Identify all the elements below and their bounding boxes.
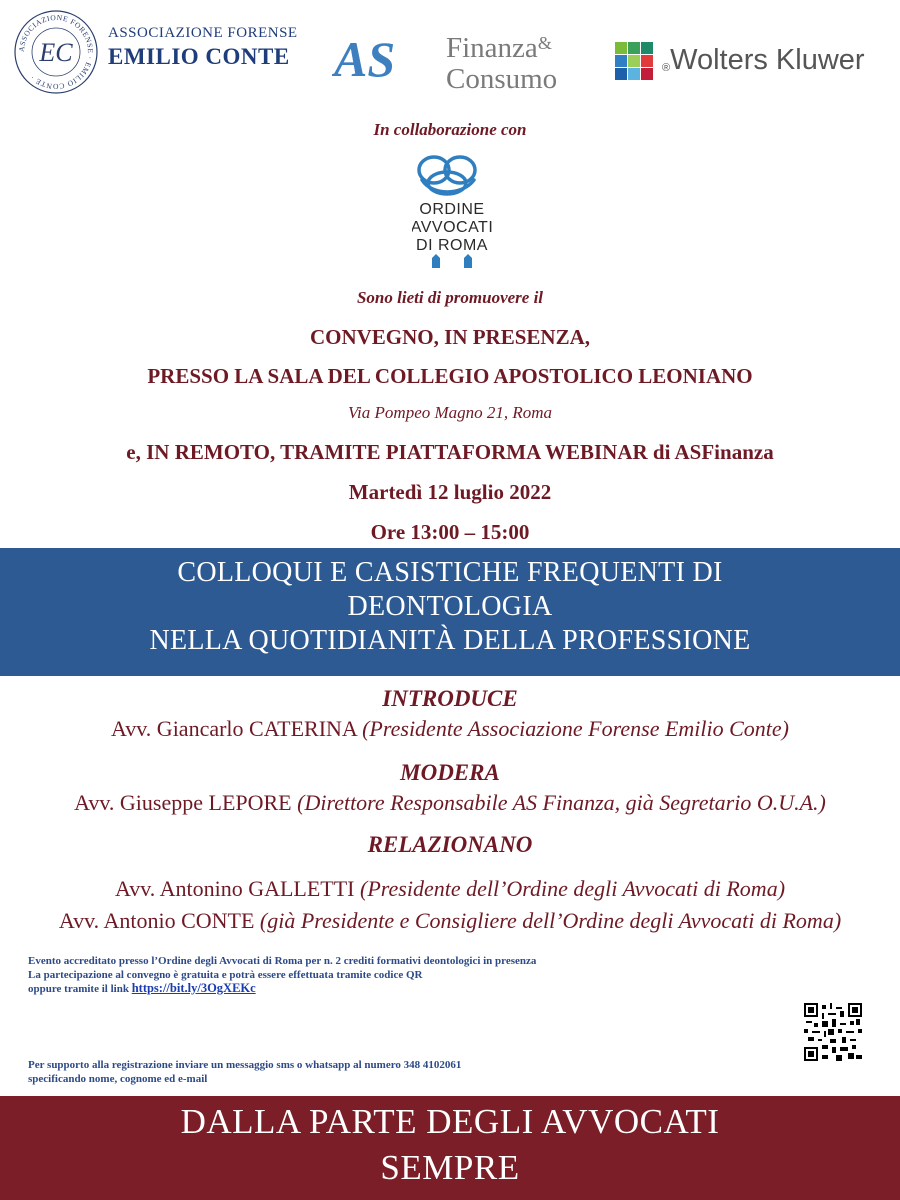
introduce-heading: INTRODUCE: [382, 686, 518, 711]
event-line1: CONVEGNO, IN PRESENZA,: [309, 325, 591, 349]
notes-link-prefix: oppure tramite il link: [28, 983, 129, 995]
asfinanza-logo: [332, 28, 432, 88]
introduce-speaker: [0, 716, 900, 742]
speaker-role: (Presidente Associazione Forense Emilio Conte): [362, 716, 789, 741]
title-band: [0, 548, 900, 676]
support-line2: specificando nome, cognome ed e-mail: [28, 1072, 208, 1085]
title-line1: COLLOQUI E CASISTICHE FREQUENTI DI: [177, 557, 723, 588]
event-line2: PRESSO LA SALA DEL COLLEGIO APOSTOLICO LEONIANO: [147, 364, 753, 388]
aec-line1: ASSOCIAZIONE FORENSE: [108, 25, 298, 41]
footer-line2: SEMPRE: [380, 1148, 520, 1187]
modera-speaker: [0, 790, 900, 816]
support-line1: Per supporto alla registrazione inviare un messaggio sms o whatsapp al numero 348 4102061: [28, 1059, 462, 1071]
speaker-name: Avv. Antonio CONTE: [58, 908, 255, 933]
registration-link[interactable]: https://bit.ly/3OgXEKc: [131, 981, 256, 995]
relazionano-speaker-2: [0, 908, 900, 934]
finanza-word: Finanza: [446, 32, 538, 64]
notes-line3: [28, 982, 536, 997]
collab-label: In collaborazione con: [373, 120, 527, 139]
accreditation-notes: [28, 955, 536, 997]
speaker-role: (già Presidente e Consigliere dell’Ordine degli Avvocati di Roma): [259, 908, 842, 933]
oar-line2: AVVOCATI: [412, 219, 492, 236]
aec-wordmark: [108, 26, 298, 68]
event-address: Via Pompeo Magno 21, Roma: [347, 403, 553, 422]
speaker-role: (Direttore Responsabile AS Finanza, già Segretario O.U.A.): [297, 790, 826, 815]
relazionano-heading: RELAZIONANO: [367, 832, 533, 857]
asfinanza-wordmark: [446, 28, 557, 95]
modera-heading: MODERA: [400, 760, 500, 785]
event-remote: e, IN REMOTO, TRAMITE PIATTAFORMA WEBINAR di ASFinanza: [126, 440, 774, 464]
wolters-kluwer-icon: [615, 42, 653, 80]
speaker-name: Avv. Giuseppe LEPORE: [74, 790, 292, 815]
amp-glyph: &: [537, 33, 552, 53]
consumo-word: Consumo: [446, 63, 558, 95]
speaker-name: Avv. Antonino GALLETTI: [114, 876, 355, 901]
footer-band: [0, 1096, 900, 1200]
wolters-kluwer-wordmark: [662, 44, 865, 77]
aec-seal-logo: [14, 10, 98, 94]
wk-name: Wolters Kluwer: [670, 44, 865, 76]
speaker-role: (Presidente dell’Ordine degli Avvocati di Roma): [360, 876, 786, 901]
as-letters: AS: [334, 31, 396, 87]
event-time: Ore 13:00 – 15:00: [370, 520, 530, 544]
event-date: Martedì 12 luglio 2022: [348, 480, 552, 504]
speaker-name: Avv. Giancarlo CATERINA: [110, 716, 357, 741]
title-line2: DEONTOLOGIA: [347, 591, 553, 622]
relazionano-speaker-1: [0, 876, 900, 902]
wk-registered: ®: [662, 62, 671, 74]
seal-monogram: EC: [39, 38, 73, 67]
ordine-avvocati-roma-logo: [412, 150, 492, 272]
oar-line3: DI ROMA: [416, 237, 488, 254]
aec-line2: EMILIO CONTE: [108, 44, 290, 69]
oar-line1: ORDINE: [419, 201, 485, 218]
promo-label: Sono lieti di promuovere il: [356, 288, 544, 307]
seal-ring-text: ASSOCIAZIONE FORENSE · EMILIO CONTE ·: [16, 12, 96, 92]
title-line3: NELLA QUOTIDIANITÀ DELLA PROFESSIONE: [149, 625, 751, 656]
notes-line1: Evento accreditato presso l’Ordine degli Avvocati di Roma per n. 2 crediti formativi deontologici in presenza: [28, 955, 537, 967]
footer-line1: DALLA PARTE DEGLI AVVOCATI: [180, 1102, 720, 1141]
qr-code[interactable]: [804, 1003, 862, 1061]
support-notes: [28, 1059, 461, 1086]
notes-line2: La partecipazione al convegno è gratuita e potrà essere effettuata tramite codice QR: [28, 968, 423, 981]
